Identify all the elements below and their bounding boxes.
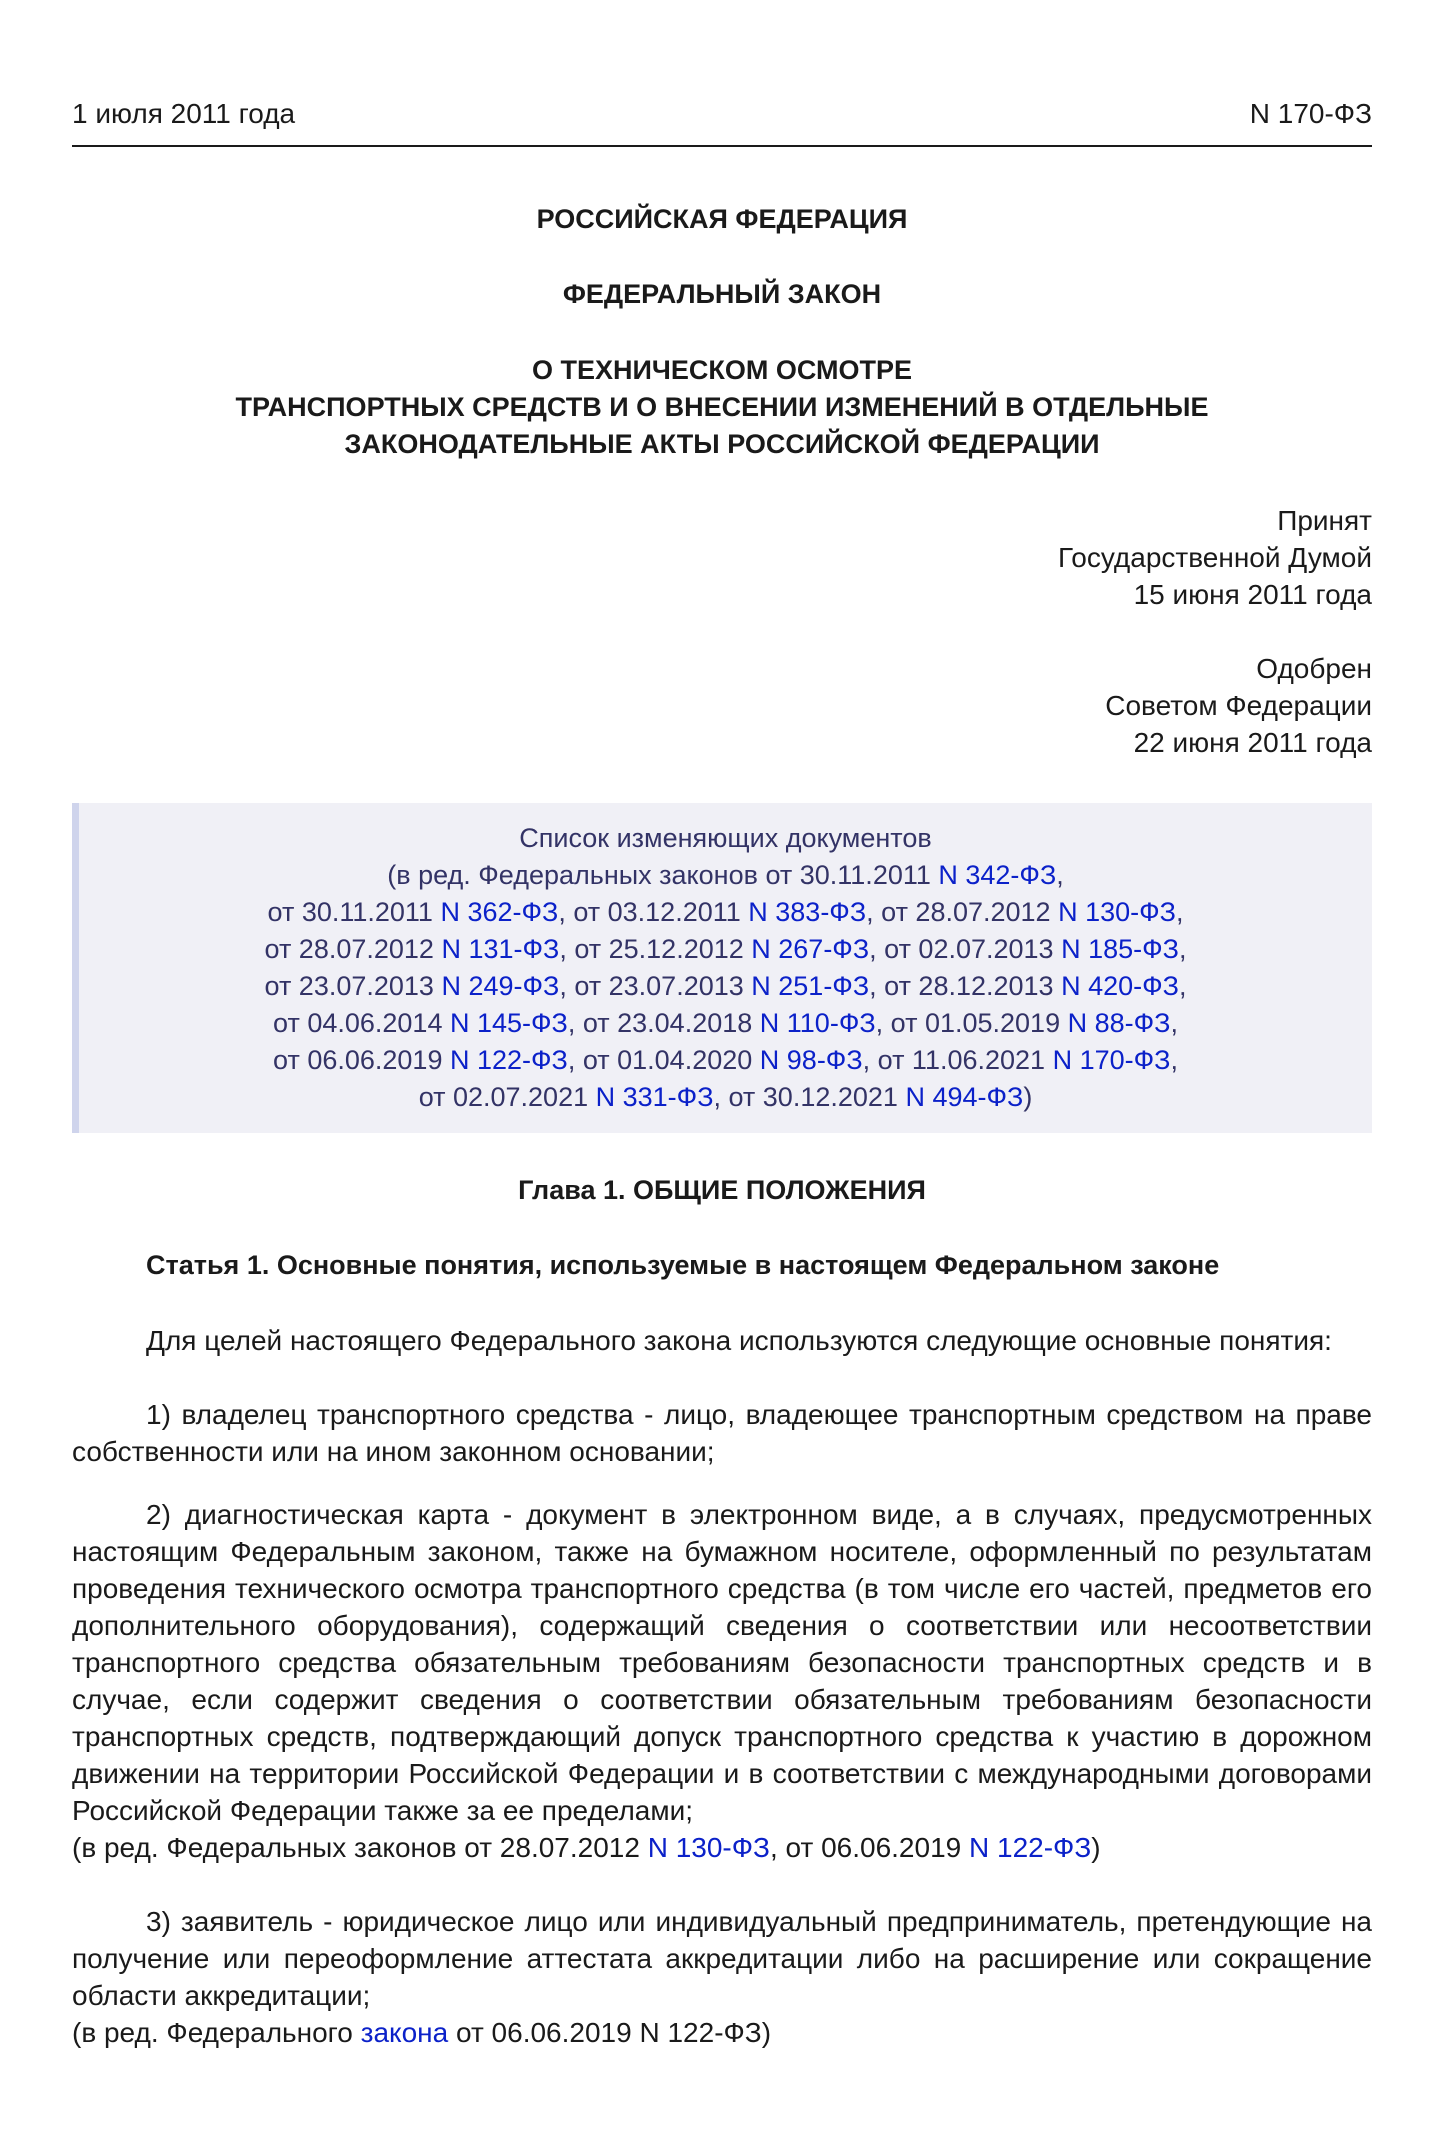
amendments-title: Список изменяющих документов: [519, 823, 932, 853]
amendment-link-98[interactable]: N 98-ФЗ: [759, 1045, 863, 1075]
approved-line-2: Советом Федерации: [1105, 690, 1372, 721]
note-link-130[interactable]: N 130-ФЗ: [647, 1832, 770, 1863]
adopted-line-2: Государственной Думой: [1057, 542, 1372, 573]
adopted-line-3: 15 июня 2011 года: [1133, 579, 1372, 610]
amendment-link-185[interactable]: N 185-ФЗ: [1061, 934, 1179, 964]
amendment-link-342[interactable]: N 342-ФЗ: [938, 860, 1057, 890]
amendment-link-267[interactable]: N 267-ФЗ: [751, 934, 870, 964]
definition-item-2: 2) диагностическая карта - документ в электронном виде, а в случаях, предусмотренных настоящим Федеральным законом, также на бумажном носителе, оформленный по результатам проведения технического осмотра транспортного средства (в том числе его частей, предметов его дополнительного оборудования), содержащий сведения о соответствии или несоответствии транспортного средства обязательным требованиям безопасности транспортных средств и в случае, если содержит сведения о соответствии обязательным требованиям безопасности транспортных средств, подтверждающий допуск транспортного средства к участию в дорожном движении на территории Российской Федерации и в соответствии с международными договорами Российской Федерации также за ее пределами;: [72, 1499, 1372, 1826]
amendment-link-110[interactable]: N 110-ФЗ: [759, 1008, 876, 1038]
amendments-list-box: [72, 803, 1372, 1133]
definition-item-3: 3) заявитель - юридическое лицо или индивидуальный предприниматель, претендующие на получение или переоформление аттестата аккредитации либо на расширение или сокращение области аккредитации;: [72, 1906, 1372, 2011]
chapter-heading: Глава 1. ОБЩИЕ ПОЛОЖЕНИЯ: [518, 1175, 926, 1205]
amendments-line-1: (в ред. Федеральных законов от 30.11.2011 N 342-ФЗ,: [387, 860, 1064, 890]
amendment-link-251[interactable]: N 251-ФЗ: [751, 971, 870, 1001]
law-name-line-1: О ТЕХНИЧЕСКОМ ОСМОТРЕ: [531, 355, 913, 385]
header-divider: [72, 145, 1372, 147]
item-2-amendment-note: (в ред. Федеральных законов от 28.07.2012 N 130-ФЗ, от 06.06.2019 N 122-ФЗ): [72, 1832, 1101, 1863]
law-name-title: [72, 352, 1372, 463]
amendment-link-331[interactable]: N 331-ФЗ: [595, 1082, 714, 1112]
amendment-link-122[interactable]: N 122-ФЗ: [449, 1045, 568, 1075]
adopted-line-1: Принят: [1277, 505, 1372, 536]
document-header: [72, 96, 1372, 132]
amendment-link-130[interactable]: N 130-ФЗ: [1058, 897, 1176, 927]
amendments-line-4: от 23.07.2013 N 249-ФЗ, от 23.07.2013 N 251-ФЗ, от 28.12.2013 N 420-ФЗ,: [264, 971, 1187, 1001]
approved-line-3: 22 июня 2011 года: [1133, 727, 1372, 758]
item-3-amendment-note: (в ред. Федерального закона от 06.06.2019 N 122-ФЗ): [72, 2017, 772, 2048]
law-date: 1 июля 2011 года: [72, 98, 296, 129]
adopted-block: [772, 502, 1372, 613]
approved-block: [772, 650, 1372, 761]
article-heading: Статья 1. Основные понятия, используемые в настоящем Федеральном законе: [146, 1250, 1220, 1280]
amendment-link-145[interactable]: N 145-ФЗ: [449, 1008, 568, 1038]
law-type-title: ФЕДЕРАЛЬНЫЙ ЗАКОН: [562, 279, 882, 309]
approved-line-1: Одобрен: [1256, 653, 1372, 684]
amendment-link-88[interactable]: N 88-ФЗ: [1067, 1008, 1171, 1038]
note-link-law[interactable]: закона: [360, 2017, 449, 2048]
federation-title: РОССИЙСКАЯ ФЕДЕРАЦИЯ: [536, 204, 908, 234]
law-number: N 170-ФЗ: [1249, 98, 1372, 129]
amendments-line-2: от 30.11.2011 N 362-ФЗ, от 03.12.2011 N 383-ФЗ, от 28.07.2012 N 130-ФЗ,: [267, 897, 1184, 927]
amendment-link-383[interactable]: N 383-ФЗ: [748, 897, 867, 927]
amendments-line-5: от 04.06.2014 N 145-ФЗ, от 23.04.2018 N 110-ФЗ, от 01.05.2019 N 88-ФЗ,: [273, 1008, 1178, 1038]
law-name-line-3: ЗАКОНОДАТЕЛЬНЫЕ АКТЫ РОССИЙСКОЙ ФЕДЕРАЦИИ: [344, 429, 1100, 459]
amendment-link-362[interactable]: N 362-ФЗ: [440, 897, 559, 927]
amendment-link-420[interactable]: N 420-ФЗ: [1061, 971, 1179, 1001]
amendments-line-3: от 28.07.2012 N 131-ФЗ, от 25.12.2012 N 267-ФЗ, от 02.07.2013 N 185-ФЗ,: [264, 934, 1187, 964]
amendment-link-249[interactable]: N 249-ФЗ: [441, 971, 560, 1001]
amendments-line-7: от 02.07.2021 N 331-ФЗ, от 30.12.2021 N 494-ФЗ): [418, 1082, 1033, 1112]
amendment-link-494[interactable]: N 494-ФЗ: [905, 1082, 1024, 1112]
definition-item-1: 1) владелец транспортного средства - лицо, владеющее транспортным средством на праве собственности или на ином законном основании;: [72, 1399, 1372, 1467]
note-link-122[interactable]: N 122-ФЗ: [969, 1832, 1092, 1863]
amendments-line-6: от 06.06.2019 N 122-ФЗ, от 01.04.2020 N 98-ФЗ, от 11.06.2021 N 170-ФЗ,: [273, 1045, 1178, 1075]
amendment-link-170[interactable]: N 170-ФЗ: [1052, 1045, 1171, 1075]
intro-paragraph: Для целей настоящего Федерального закона используются следующие основные понятия:: [146, 1325, 1332, 1356]
law-name-line-2: ТРАНСПОРТНЫХ СРЕДСТВ И О ВНЕСЕНИИ ИЗМЕНЕНИЙ В ОТДЕЛЬНЫЕ: [235, 392, 1209, 422]
amendment-link-131[interactable]: N 131-ФЗ: [441, 934, 560, 964]
